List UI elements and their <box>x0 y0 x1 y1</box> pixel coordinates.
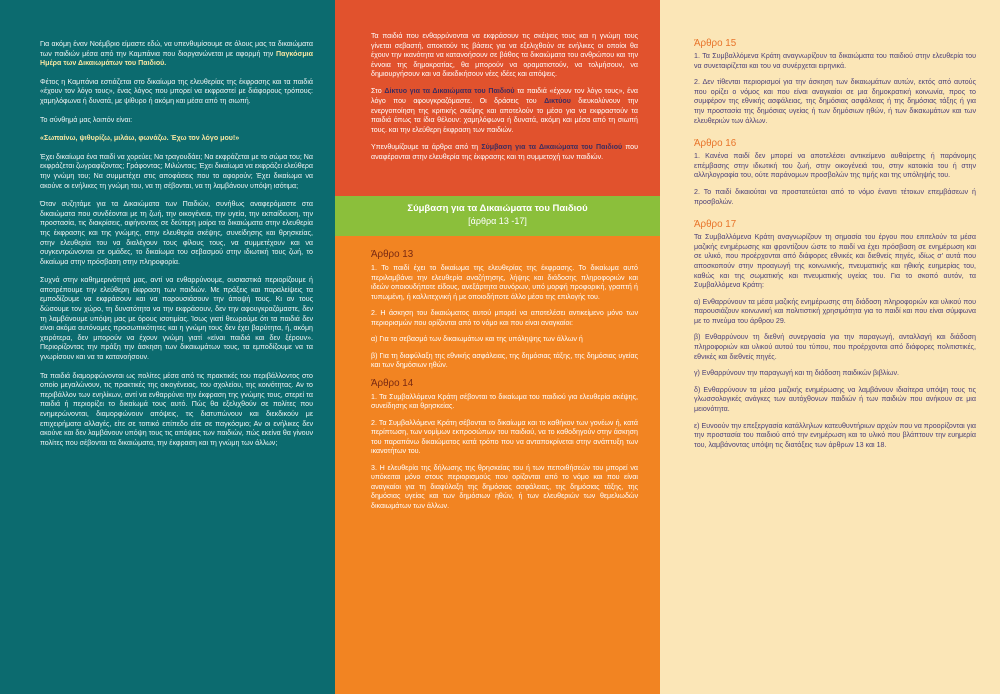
article-16-para-1: 1. Κανένα παιδί δεν μπορεί να αποτελέσει αντικείμενο αυθαίρετης ή παράνομης επέμβασης στην ιδιωτική του ζωή, στην οικογένειά του, στην κατοικία του ή στην αλληλογραφία του, ούτε παράνομων προσβολών της τιμής και της υπόληψής του. <box>694 152 976 180</box>
convention-name: Σύμβαση για τα Δικαιώματα του Παιδιού <box>481 142 623 151</box>
article-13-item-b: β) Για τη διαφύλαξη της εθνικής ασφάλειας, της δημόσιας τάξης, της δημόσιας υγείας και των δημόσιων ηθών. <box>371 351 638 369</box>
citizens-paragraph: Τα παιδιά διαμορφώνονται ως πολίτες μέσα από τις πρακτικές του περιβάλλοντος στο οποίο μεγαλώνουν, τις πρακτικές της οικογένειας, του σχολείου, της κοινότητας. Αν το περιβάλλον των ενηλίκων, αντί να ενθαρρύνει την έκφραση της γνώμης τους, στερεί τα παιδιά ή περιορίζει το δικαίωμά τους αυτό. Πώς θα εξελιχθούν σε πολίτες που ενημερώνονται, διαμορφώνουν απόψεις, τις διατυπώνουν και διεκδικούν με επιχειρήματα αλλαγές, είτε σε τοπικό επίπεδο είτε σε παγκόσμιο; Αν οι ενήλικες δεν ακούνε και δεν λαμβάνουν υπόψη τους τις απόψεις των παιδιών, πώς εκείνα θα γίνουν πολίτες που σέβονται τα δικαιώματα, την έκφραση και τη γνώμη των άλλων; <box>40 371 313 447</box>
article-17-heading: Άρθρο 17 <box>694 219 737 231</box>
convention-banner-title: Σύμβαση για τα Δικαιώματα του Παιδιού <box>407 203 588 214</box>
network-short-name: Δικτύου <box>544 97 571 106</box>
network-text-d: διευκολύνουν την ενεργοποίηση της κριτικής σκέψης και αποτελούν το μέσο για να εκφραστούν τα παιδιά όπως τα ίδια θέλουν: χαμηλόφωνα ή δυνατά, ακόμη και μέσα από τη σιωπή τους. και την ελεύθερη έκφραση των παιδιών. <box>371 97 639 134</box>
reminder-text-a: Υπενθυμίζουμε τα άρθρα από τη <box>371 142 482 151</box>
article-17-intro: Τα Συμβαλλόμενα Κράτη αναγνωρίζουν τη σημασία του έργου που επιτελούν τα μέσα μαζικής ενημέρωσης και φροντίζουν ώστε το παιδί να έχει πρόσβαση σε ενημέρωση και σε υλικό, που προέρχονται από διάφορες εθνικές και διεθνείς πηγές, ιδίως σ' αυτά που αποσκοπούν στην προαγωγή της κοινωνικής, πνευματικής και ηθικής ευημερίας του, καθώς και της σωματικής και πνευματικής υγείας του. Για το σκοπό αυτόν, τα Συμβαλλόμενα Κράτη: <box>694 233 976 290</box>
middle-column <box>335 0 660 694</box>
article-17-item-d: δ) Ενθαρρύνουν τα μέσα μαζικής ενημέρωσης να λαμβάνουν ιδιαίτερα υπόψη τους τις γλωσσολογικές ανάγκες των αυτόχθονων παιδιών ή των παιδιών που ανήκουν σε μια μειονότητα. <box>694 385 976 414</box>
reminder-text-c: που αναφέρονται στην ελευθερία της έκφρασης και τη συμμετοχή των παιδιών. <box>371 142 639 161</box>
article-13-para-2: 2. Η άσκηση του δικαιώματος αυτού μπορεί να αποτελέσει αντικείμενο μόνο των περιορισμών που ορίζονται από το νόμο και που είναι αναγκαίοι: <box>371 309 638 327</box>
article-16-heading: Άρθρο 16 <box>694 138 737 150</box>
network-text-a: Στο <box>371 87 385 96</box>
article-15-para-2: 2. Δεν τίθενται περιορισμοί για την άσκηση των δικαιωμάτων αυτών, εκτός από αυτούς που ορίζει ο νόμος και που είναι αναγκαίοι σε μια δημοκρατική κοινωνία, προς το συμφέρον της εθνικής ασφάλειας, της δημόσιας ασφάλειας ή της δημόσιας τάξης ή για την προστασία της δημόσιας υγείας ή των δημόσιων ηθών, ή των δικαιωμάτων και των ελευθεριών των άλλων. <box>694 78 976 125</box>
network-text-c: τα παιδιά «έχουν τον λόγο τους», ένα λόγο που αφουγκραζόμαστε. Οι δράσεις του <box>371 87 638 106</box>
intro-paragraph <box>40 40 313 69</box>
network-section <box>335 0 660 196</box>
article-17-item-e: ε) Ευνοούν την επεξεργασία κατάλληλων κατευθυντήριων αρχών που να προορίζονται για την προστασία του παιδιού από την ενημέρωση και το υλικό που βλάπτουν την ευημερία του, λαμβάνοντας υπόψη τις διατάξεις των άρθρων 13 και 18. <box>694 421 976 449</box>
campaign-slogan: «Σωπαίνω, ψιθυρίζω, μιλάω, φωνάζω. Έχω τον λόγο μου!» <box>40 134 240 143</box>
article-15-para-1: 1. Τα Συμβαλλόμενα Κράτη αναγνωρίζουν τα δικαιώματα του παιδιού στην ελευθερία του να συνεταιρίζεται και του να συνέρχεται ειρηνικά. <box>694 52 976 70</box>
article-13-para-1: 1. Το παιδί έχει το δικαίωμα της ελευθερίας της έκφρασης. Το δικαίωμα αυτό περιλαμβάνει την ελευθερία αναζήτησης, λήψης και διάδοσης πληροφοριών και ιδεών οποιουδήποτε είδους, ανεξάρτητα συνόρων, υπό μορφή προφορική, γραπτή ή τυπωμένη, ή καλλιτεχνική ή με οποιοδήποτε άλλο μέσο της επιλογής του. <box>371 264 638 301</box>
convention-banner <box>335 196 660 236</box>
slogan-lead: Το σύνθημά μας λοιπόν είναι: <box>40 115 133 124</box>
article-14-para-2: 2. Τα Συμβαλλόμενα Κράτη σέβονται το δικαίωμα και το καθήκον των γονέων ή, κατά περίπτωση, των νομίμων εκπροσώπων του παιδιού, να το καθοδηγούν στην άσκηση του παραπάνω δικαιώματος κατά τρόπο που να ανταποκρίνεται στην ανάπτυξη των ικανοτήτων του. <box>371 418 638 455</box>
article-14-para-3: 3. Η ελευθερία της δήλωσης της θρησκείας του ή των πεποιθήσεών του μπορεί να υπόκειται μόνο στους περιορισμούς που ορίζονται από το νόμο και που είναι αναγκαίοι για τη διαφύλαξη της δημόσιας ασφάλειας, της δημόσιας τάξης, της δημόσιας υγείας και των δημόσιων ηθών, ή των ελευθεριών των θεμελιωδών δικαιωμάτων των άλλων. <box>371 463 638 510</box>
article-15-heading: Άρθρο 15 <box>694 38 737 49</box>
intro-text: Για ακόμη έναν Νοέμβριο είμαστε εδώ, να υπενθυμίσουμε σε όλους μας τα δικαιώματα των παιδιών μέσα από την Καμπάνια που διοργανώνεται με αφορμή την <box>40 40 313 58</box>
convention-banner-subtitle: [άρθρα 13 -17] <box>468 216 527 226</box>
article-17-item-g: γ) Ενθαρρύνουν την παραγωγή και τη διάδοση παιδικών βιβλίων. <box>694 369 899 378</box>
daily-life-paragraph: Συχνά στην καθημερινότητά μας, αντί να ενθαρρύνουμε, ουσιαστικά περιορίζουμε ή αποτρέπουμε την ελεύθερη έκφραση των παιδιών. Με πράξεις και παραλείψεις τα εμποδίζουμε να εκφράσουν και να παρουσιάσουν την άποψή τους. Κι αν τους δώσουμε τον χώρο, τη δυνατότητα να την εκφράσουν, δεν την αφουγκραζόμαστε, δεν τη λαμβάνουμε υπόψη μας με όρους ισοτιμίας. Ίσως γιατί θεωρούμε ότι τα παιδιά δεν είναι ακόμα αυτόνομες προσωπικότητες και η γνώμη τους δεν έχει βαρύτητα, ή, ακόμη χειρότερα, δεν μπορούν να έχουν γνώμη γιατί «είναι παιδιά και δεν ξέρουν». Περιορίζοντας την πράξη την άσκηση των δικαιωμάτων τους, τα εμποδίζουμε να τα γνωρίσουν και να τα κατανοήσουν. <box>40 276 313 362</box>
reminder-paragraph <box>371 143 638 162</box>
world-day-highlight: Παγκόσμια Ημέρα των Δικαιωμάτων του Παιδιού. <box>40 49 313 68</box>
articles-13-14-section <box>335 236 660 694</box>
article-14-heading: Άρθρο 14 <box>371 377 414 389</box>
articles-15-17-column <box>660 0 1000 694</box>
network-paragraph <box>371 87 638 135</box>
campaign-paragraph: Φέτος η Καμπάνια εστιάζεται στο δικαίωμα της ελευθερίας της έκφρασης και τα παιδιά «έχουν τον λόγο τους», ένας λόγος που μπορεί να εκφραστεί με διάφορους τρόπους: χαμηλόφωνα ή δυνατά, με ψίθυρο ή ακόμη και μέσα από τη σιωπή. <box>40 77 313 105</box>
encouraged-children-paragraph: Τα παιδιά που ενθαρρύνονται να εκφράσουν τις σκέψεις τους και η γνώμη τους γίνεται σεβαστή, αποκτούν τις βάσεις για να εξελιχθούν σε ενήλικες οι οποίοι θα έχουν την ικανότητα να κατανοήσουν σε βάθος τα δικαιώματα του ανθρώπου και την έννοια της δημοκρατίας, θα μπορούν να οραματιστούν, να τολμήσουν, να δημιουργήσουν και να διεκδικήσουν νέες ιδέες και απόψεις. <box>371 32 638 79</box>
network-name: Δίκτυο για τα Δικαιώματα του Παιδιού <box>384 87 515 96</box>
article-16-para-2: 2. Το παιδί δικαιούται να προστατεύεται από το νόμο έναντι τέτοιων επεμβάσεων ή προσβολών. <box>694 187 976 206</box>
article-17-item-b: β) Ενθαρρύνουν τη διεθνή συνεργασία για την παραγωγή, ανταλλαγή και διάδοση πληροφοριών και υλικού αυτού του τύπου, που προέρχονται από διάφορες πολιτιστικές, εθνικές και διεθνείς πηγές. <box>694 333 976 361</box>
article-13-item-a: α) Για το σεβασμό των δικαιωμάτων και της υπόληψης των άλλων ή <box>371 335 583 343</box>
intro-column <box>0 0 335 694</box>
article-13-heading: Άρθρο 13 <box>371 249 414 260</box>
article-14-para-1: 1. Τα Συμβαλλόμενα Κράτη σέβονται το δικαίωμα του παιδιού για ελευθερία σκέψης, συνείδησης και θρησκείας. <box>371 392 638 410</box>
rights-paragraph: Όταν συζητάμε για τα Δικαιώματα των Παιδιών, συνήθως αναφερόμαστε στα δικαιώματα που συνδέονται με τη ζωή, την οικογένεια, την υγεία, την εκπαίδευση, την προστασία, τις διακρίσεις, αφήνοντας σε δεύτερη μοίρα τα δικαιώματα στην ελευθερία της έκφρασης και της γνώμης, στην ελευθερία σκέψης, συνείδησης και θρησκείας, στην ελευθερία του να διαλέγουν τους φίλους τους, να συμμετέχουν και να συγκεντρώνονται σε ομάδες, το δικαίωμα του σεβασμού στην ιδιωτική τους ζωή, το δικαίωμα στην πρόσβαση στην πληροφορία. <box>40 200 313 266</box>
questions-paragraph: Έχει δικαίωμα ένα παιδί να χορεύει; Να τραγουδάει; Να εκφράζεται με το σώμα του; Να εκφράζεται ζωγραφίζοντας; Γράφοντας; Μιλώντας; Έχει δικαίωμα να εκφράζει ελεύθερα την γνώμη του; Να συμμετέχει στις αποφάσεις που το αφορούν; Έχει δικαίωμα να ακούνε οι ενήλικες τη γνώμη του, να τη σέβονται, να τη λαμβάνουν υπόψη ισότιμα; <box>40 152 313 190</box>
article-17-item-a: α) Ενθαρρύνουν τα μέσα μαζικής ενημέρωσης στη διάδοση πληροφοριών και υλικού που παρουσιάζουν κοινωνική και πολιτιστική χρησιμότητα για το παιδί και που είναι σύμφωνα με το πνεύμα του άρθρου 29. <box>694 297 976 325</box>
